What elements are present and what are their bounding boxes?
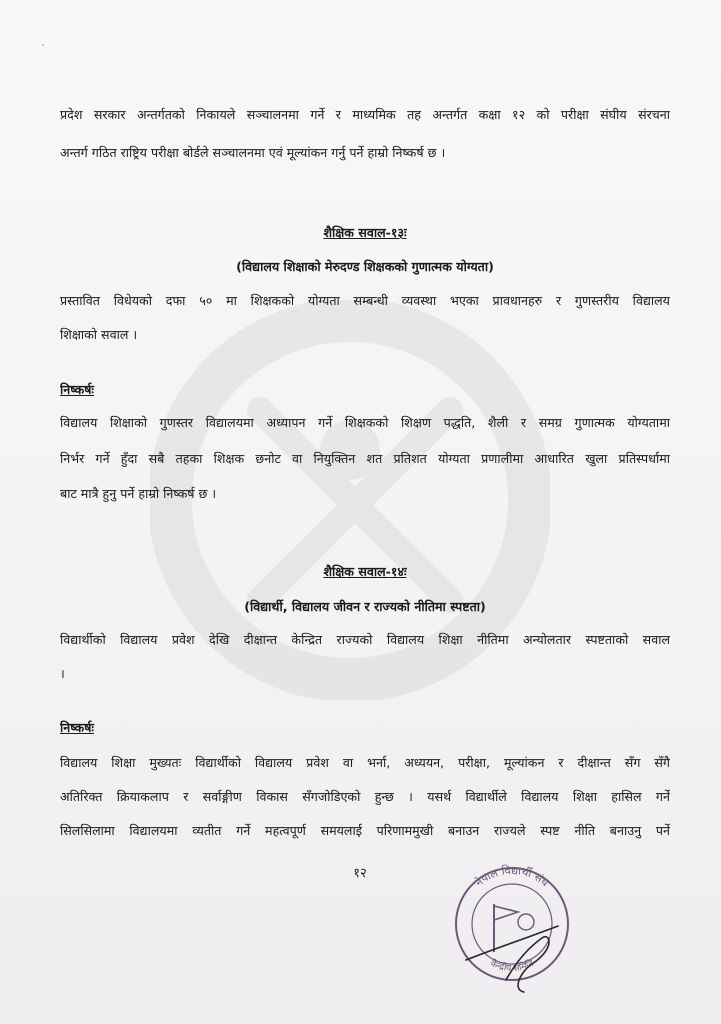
q14-heading xyxy=(60,563,670,581)
q13-conclusion-line-1: विद्यालय शिक्षाको गुणस्तर विद्यालयमा अध्यापन गर्ने शिक्षकको शिक्षण पद्धति, शैली र समग्र गुणात्मक योग्यतामा xyxy=(60,415,670,430)
q14-conclusion-line-3: सिलसिलामा विद्यालयमा व्यतीत गर्ने महत्वपूर्ण समयलाई परिणाममुखी बनाउन राज्यले स्पष्ट नीति बनाउनु पर्ने xyxy=(60,823,670,838)
page-number: १२ xyxy=(353,866,367,881)
q13-conclusion-label-text: निष्कर्षः xyxy=(60,382,94,397)
q14-heading-text: शैक्षिक सवाल-१४ः xyxy=(323,564,407,579)
stamp-text-bottom: केन्द्रीय समिति xyxy=(488,958,536,974)
q14-conclusion-label-text: निष्कर्षः xyxy=(60,720,94,735)
q13-conclusion-line-3: बाट मात्रै हुनु पर्ने हाम्रो निष्कर्ष छ । xyxy=(60,486,217,501)
q13-body-line-1: प्रस्तावित विधेयको दफा ५० मा शिक्षकको योग्यता सम्बन्धी व्यवस्था भएका प्रावधानहरु र गुणस्तरीय विद्यालय xyxy=(60,293,670,308)
q13-body-line-2: शिक्षाको सवाल । xyxy=(60,327,138,342)
q13-conclusion-line-2: निर्भर गर्ने हुँदा सबै तहका शिक्षक छनोट वा नियुक्तिन शत प्रतिशत योग्यता प्रणालीमा आधारित खुला प्रतिस्पर्धामा xyxy=(60,451,670,466)
q14-conclusion-label xyxy=(60,719,670,737)
q14-conclusion-line-2: अतिरिक्त क्रियाकलाप र सर्वाङ्गीण विकास सँगजोडिएको हुन्छ । यसर्थ विद्यार्थीले विद्यालय शिक्षा हासिल गर्ने xyxy=(60,789,670,804)
organization-stamp-icon xyxy=(446,852,576,1002)
scan-speck xyxy=(42,44,44,46)
q14-conclusion-line-1: विद्यालय शिक्षा मुख्यतः विद्यार्थीको विद्यालय प्रवेश वा भर्ना, अध्ययन, परीक्षा, मूल्यांकन र दीक्षान्त सँग सँगै xyxy=(60,755,670,770)
stamp-text-top: नेपाल विद्यार्थी संघ xyxy=(472,863,552,890)
q14-subheading: (विद्यार्थी, विद्यालय जीवन र राज्यको नीतिमा स्पष्टता) xyxy=(244,599,486,614)
intro-line-2: अन्तर्ग गठित राष्ट्रिय परीक्षा बोर्डले सञ्चालनमा एवं मूल्यांकन गर्नु पर्ने हाम्रो निष्कर्ष छ । xyxy=(60,145,446,160)
q13-subheading: (विद्यालय शिक्षाको मेरुदण्ड शिक्षकको गुणात्मक योग्यता) xyxy=(236,259,494,274)
q14-body-line-1: विद्यार्थीको विद्यालय प्रवेश देखि दीक्षान्त केन्द्रित राज्यको विद्यालय शिक्षा नीतिमा अन्योलतार स्पष्टताको सवाल xyxy=(60,632,670,647)
q13-heading xyxy=(60,224,670,242)
q14-body-line-2: । xyxy=(60,666,65,681)
intro-line-1: प्रदेश सरकार अन्तर्गतको निकायले सञ्चालनमा गर्ने र माध्यमिक तह अन्तर्गत कक्षा १२ को परीक्षा संघीय संरचना xyxy=(60,107,670,122)
q13-heading-text: शैक्षिक सवाल-१३ः xyxy=(323,225,407,240)
q13-conclusion-label xyxy=(60,381,670,399)
